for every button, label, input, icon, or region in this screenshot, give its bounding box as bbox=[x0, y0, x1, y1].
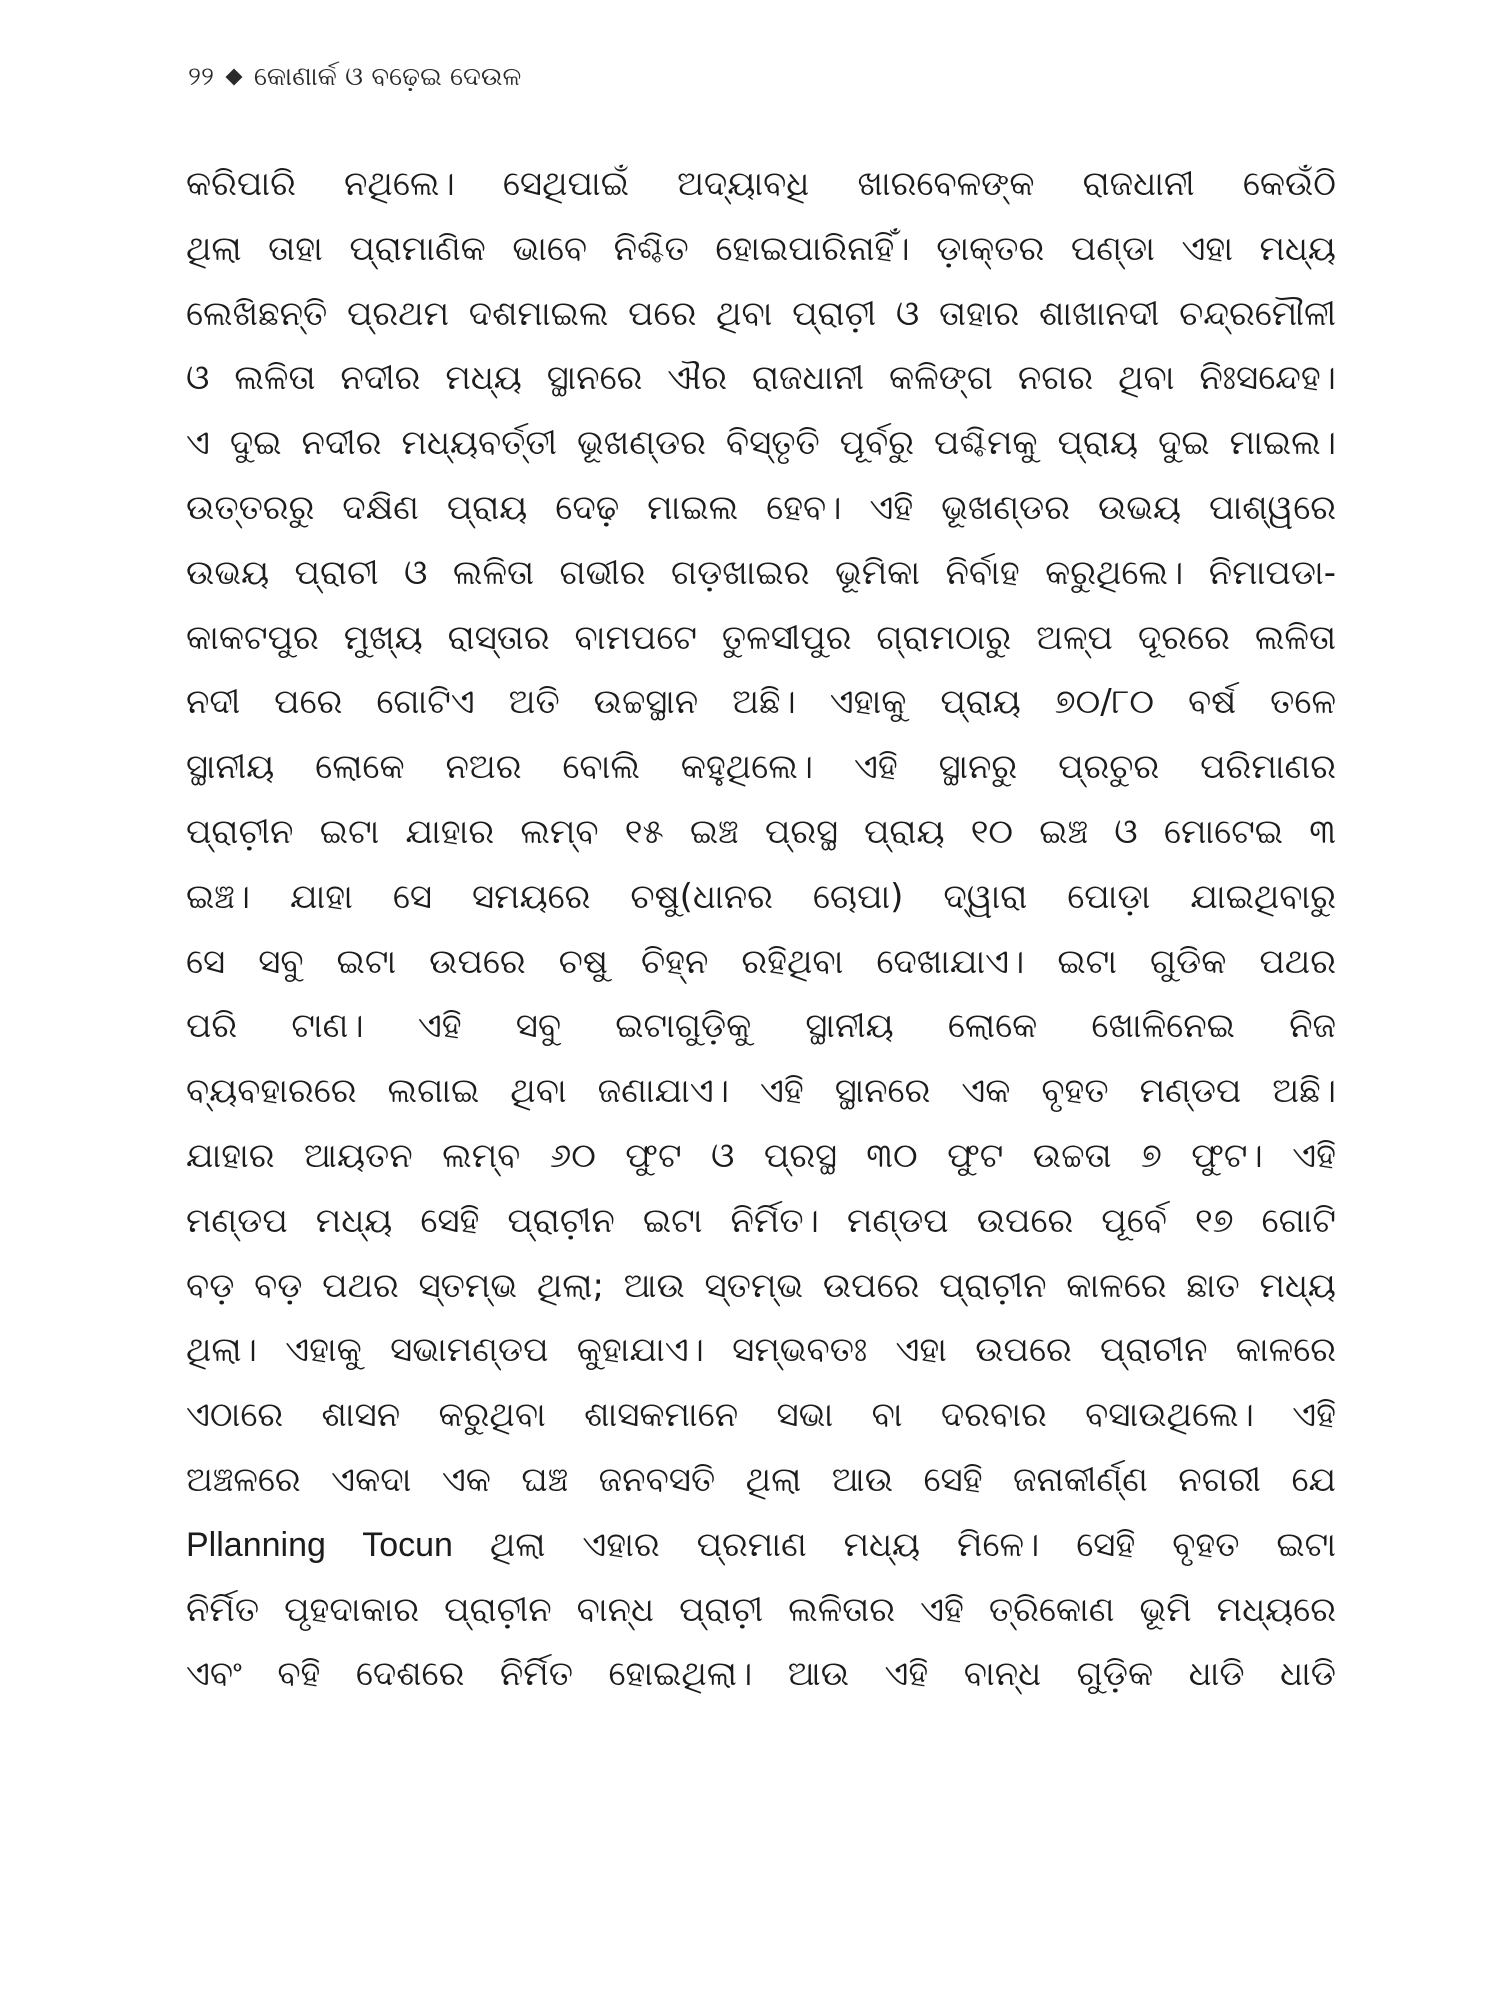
text-line: ସ୍ଥାନୀୟ ଲୋକେ ନଅର ବୋଲି କହୁଥିଲେ। ଏହି ସ୍ଥାନରୁ ପ୍ରଚୁର ପରିମାଣର bbox=[186, 747, 1336, 788]
text-line: ଉଭୟ ପ୍ରାଚୀ ଓ ଲଳିତା ଗଭୀର ଗଡ଼ଖାଇର ଭୂମିକା ନିର୍ବାହ କରୁଥିଲେ। ନିମାପଡା- bbox=[186, 552, 1336, 593]
text-line: ଅଞ୍ଚଳରେ ଏକଦା ଏକ ଘଞ୍ଚ ଜନବସତି ଥିଲା ଆଉ ସେହି ଜନାକୀର୍ଣ୍ଣ ନଗରୀ ଯେ bbox=[186, 1459, 1336, 1500]
text-line: ଏ ଦୁଇ ନଦୀର ମଧ୍ୟବର୍ତ୍ତୀ ଭୂଖଣ୍ଡର ବିସ୍ତୃତି ପୂର୍ବରୁ ପଶ୍ଚିମକୁ ପ୍ରାୟ ଦୁଇ ମାଇଲ। bbox=[186, 423, 1336, 464]
text-line: ଲେଖିଛନ୍ତି ପ୍ରଥମ ଦଶମାଇଲ ପରେ ଥିବା ପ୍ରାଚ଼ୀ ଓ ତାହାର ଶାଖାନଦୀ ଚନ୍ଦ୍ରମୌଳୀ bbox=[186, 293, 1336, 334]
text-line: ନଦୀ ପରେ ଗୋଟିଏ ଅତି ଉଚ୍ଚସ୍ଥାନ ଅଛି। ଏହାକୁ ପ୍ରାୟ ୭୦/୮୦ ବର୍ଷ ତଳେ bbox=[186, 682, 1336, 723]
text-line: ଏଠାରେ ଶାସନ କରୁଥିବା ଶାସକମାନେ ସଭା ବା ଦରବାର ବସାଉଥିଲେ। ଏହି bbox=[186, 1395, 1336, 1436]
text-line: ପରି ଟାଣ। ଏହି ସବୁ ଇଟାଗୁଡ଼ିକୁ ସ୍ଥାନୀୟ ଲୋକେ ଖୋଳିନେଇ ନିଜ bbox=[186, 1006, 1336, 1047]
diamond-separator-icon bbox=[225, 69, 242, 86]
text-line: ମଣ୍ଡପ ମଧ୍ୟ ସେହି ପ୍ରାଚ଼ୀନ ଇଟା ନିର୍ମିତ। ମଣ୍ଡପ ଉପରେ ପୂର୍ବେ ୧୭ ଗୋଟି bbox=[186, 1200, 1336, 1241]
book-title: କୋଣାର୍କ ଓ ବଢ଼େଇ ଦେଉଳ bbox=[253, 61, 522, 92]
text-line: ସେ ସବୁ ଇଟା ଉପରେ ଚଷୁ ଚିହ୍ନ ରହିଥିବା ଦେଖାଯାଏ। ଇଟା ଗୁଡିକ ପଥର bbox=[186, 941, 1336, 982]
text-line: ଥିଲା। ଏହାକୁ ସଭାମଣ୍ଡପ କୁହାଯାଏ। ସମ୍ଭବତଃ ଏହା ଉପରେ ପ୍ରାଚୀନ କାଳରେ bbox=[186, 1330, 1336, 1371]
text-line: ପ୍ରାଚ଼ୀନ ଇଟା ଯାହାର ଲମ୍ବ ୧୫ ଇଞ୍ଚ ପ୍ରସ୍ଥ ପ୍ରାୟ ୧୦ ଇଞ୍ଚ ଓ ମୋଟେଇ ୩ bbox=[186, 811, 1336, 852]
text-line: ଓ ଲଳିତା ନଦୀର ମଧ୍ୟ ସ୍ଥାନରେ ଐର ରାଜଧାନୀ କଳିଙ୍ଗ ନଗର ଥିବା ନିଃସନ୍ଦେହ। bbox=[186, 358, 1336, 399]
text-line: ଯାହାର ଆୟତନ ଲମ୍ବ ୬୦ ଫୁଟ ଓ ପ୍ରସ୍ଥ ୩୦ ଫୁଟ ଉଚ୍ଚତା ୭ ଫୁଟ। ଏହି bbox=[186, 1135, 1336, 1176]
running-header bbox=[188, 52, 521, 102]
text-line: Pllanning Tocun ଥିଲା ଏହାର ପ୍ରମାଣ ମଧ୍ୟ ମିଳେ। ସେହି ବୃହତ ଇଟା bbox=[186, 1525, 1336, 1564]
text-line: ବ୍ୟବହାରରେ ଲଗାଇ ଥିବା ଜଣାଯାଏ। ଏହି ସ୍ଥାନରେ ଏକ ବୃହତ ମଣ୍ଡପ ଅଛି। bbox=[186, 1071, 1336, 1112]
text-line: କରିପାରି ନଥିଲେ। ସେଥିପାଇଁ ଅଦ୍ୟାବଧି ଖାରବେଳଙ୍କ ରାଜଧାନୀ କେଉଁଠି bbox=[186, 164, 1336, 204]
text-line: ବଡ଼ ବଡ଼ ପଥର ସ୍ତମ୍ଭ ଥିଲା; ଆଉ ସ୍ତମ୍ଭ ଉପରେ ପ୍ରାଚ଼ୀନ କାଳରେ ଛାତ ମଧ୍ୟ bbox=[186, 1265, 1336, 1306]
text-line: ଇଞ୍ଚ। ଯାହା ସେ ସମୟରେ ଚଷୁ(ଧାନର ଚୋପା) ଦ୍ୱାରା ପୋଡ଼ା ଯାଇଥିବାରୁ bbox=[186, 876, 1336, 917]
body-text bbox=[186, 152, 1336, 1707]
page-number: ୨୨ bbox=[188, 61, 214, 92]
text-line: ଏବଂ ବହି ଦେଶରେ ନିର୍ମିତ ହୋଇଥିଲା। ଆଉ ଏହି ବାନ୍ଧ ଗୁଡ଼ିକ ଧାଡି ଧାଡି bbox=[186, 1654, 1336, 1695]
text-line: କାକଟପୁର ମୁଖ୍ୟ ରାସ୍ତାର ବାମପଟେ ତୁଳସୀପୁର ଗ୍ରାମଠାରୁ ଅଳ୍ପ ଦୂରରେ ଲଳିତା bbox=[186, 617, 1336, 658]
text-line: ଥିଲା ତାହା ପ୍ରାମାଣିକ ଭାବେ ନିଶ୍ଚିତ ହୋଇପାରିନାହିଁ। ଡ଼ାକ୍ତର ପଣ୍ଡା ଏହା ମଧ୍ୟ bbox=[186, 228, 1336, 269]
text-line: ଉତ୍ତରରୁ ଦକ୍ଷିଣ ପ୍ରାୟ ଦେଢ଼ ମାଇଲ ହେବ। ଏହି ଭୂଖଣ୍ଡର ଉଭୟ ପାଶ୍ୱରେ bbox=[186, 487, 1336, 528]
text-line: ନିର୍ମିତ ପୃହଦାକାର ପ୍ରାଚ଼ୀନ ବାନ୍ଧ ପ୍ରାଚ଼ୀ ଲଳିତାର ଏହି ତ୍ରିକୋଣ ଭୂମି ମଧ୍ୟରେ bbox=[186, 1589, 1336, 1630]
